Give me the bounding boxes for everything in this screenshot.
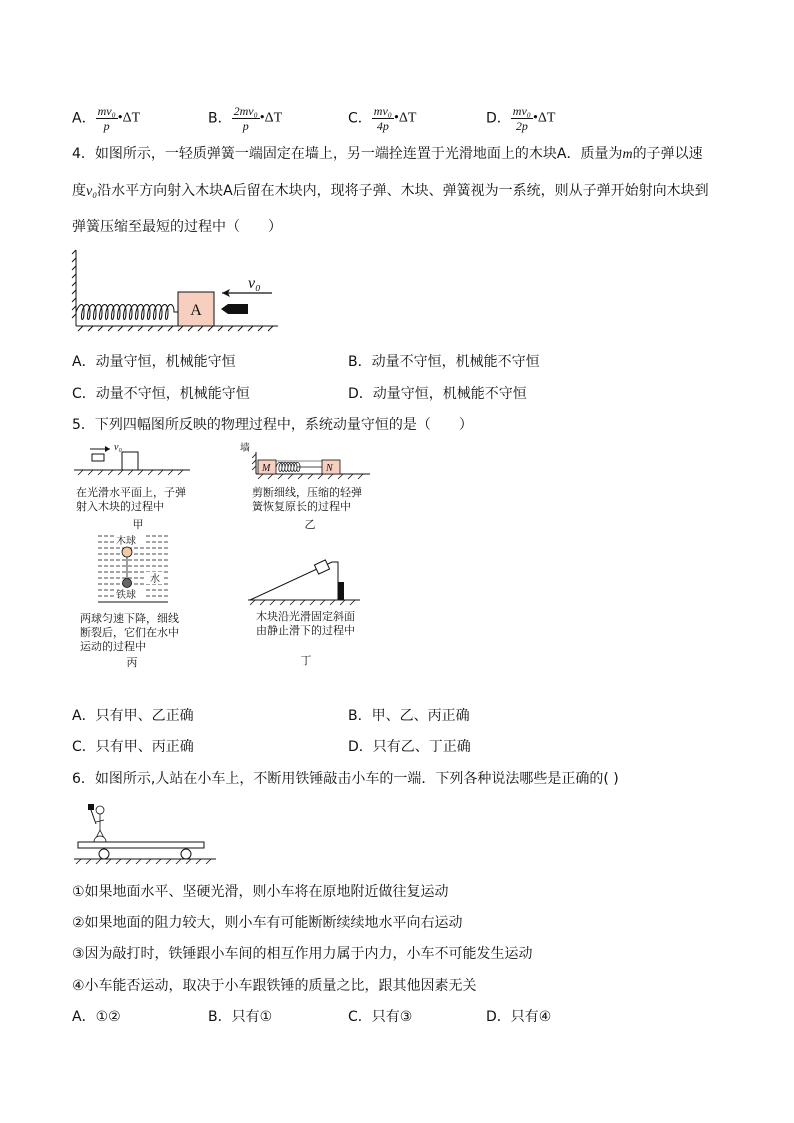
q4-option-d[interactable]: D．动量守恒，机械能不守恒 — [348, 386, 527, 402]
jia-bullet — [92, 454, 104, 461]
yi-spring — [276, 463, 322, 472]
q5-figure-bing — [96, 530, 170, 606]
bing-water-label: 水 — [150, 574, 160, 585]
q5-figure-ding — [246, 552, 362, 608]
bullet — [221, 304, 248, 314]
hammer-head — [88, 804, 94, 810]
cart-wheel-right — [181, 849, 191, 859]
q6-stem: 6．如图所示,人站在小车上，不断用铁锤敲击小车的一端．下列各种说法哪些是正确的( ) — [72, 771, 619, 787]
q6-option-d[interactable]: D．只有④ — [486, 1009, 552, 1025]
q6-cart-figure — [72, 796, 218, 866]
hammer-handle — [91, 810, 96, 824]
floor-hatching — [76, 326, 278, 331]
q6-option-c[interactable]: C．只有③ — [348, 1009, 413, 1025]
bing-iron-ball — [123, 579, 132, 588]
svg-text:N: N — [326, 463, 333, 474]
jia-label: 甲 — [132, 518, 144, 531]
q3-option-d[interactable]: D． $\frac{\text{mv₀}}{2p}$ •ΔT — [486, 104, 556, 133]
jia-caption-2: 射入木块的过程中 — [76, 500, 164, 513]
q5-stem: 5．下列四幅图所反映的物理过程中，系统动量守恒的是（ ） — [72, 417, 473, 433]
wall-hatching — [72, 250, 76, 326]
yi-caption-2: 簧恢复原长的过程中 — [252, 500, 351, 513]
bing-wood-label: 木球 — [116, 536, 136, 547]
q3-option-a[interactable]: A． $\frac{\text{mv₀}}{p}$ •ΔT — [72, 104, 141, 133]
ding-caption-1: 木块沿光滑固定斜面 — [256, 610, 355, 623]
svg-text:M: M — [262, 463, 271, 474]
q3-option-b[interactable]: B． $\frac{\text{2mv₀}}{p}$ •ΔT — [208, 104, 283, 133]
bing-wood-ball — [122, 547, 132, 557]
q4-stem-line-2: 度v₀沿水平方向射入木块A后留在木块内，现将子弹、木块、弹簧视为一系统，则从子弹开始射向木块到 — [72, 183, 709, 199]
jia-caption-1: 在光滑水平面上，子弹 — [76, 486, 186, 499]
bing-caption-3: 运动的过程中 — [80, 640, 146, 653]
q4-option-c[interactable]: C．动量不守恒，机械能守恒 — [72, 386, 250, 402]
yi-wall-label: 墙 — [240, 443, 250, 454]
q6-option-a[interactable]: A．①② — [72, 1009, 121, 1025]
q4-spring-block-figure — [70, 246, 282, 332]
q4-stem-line-1: 4．如图所示，一轻质弹簧一端固定在墙上，另一端拴连置于光滑地面上的木块A．质量为m的子弹以速 — [72, 146, 703, 162]
q6-statement-4: ④小车能否运动，取决于小车跟铁锤的质量之比，跟其他因素无关 — [72, 978, 477, 994]
bing-label: 丙 — [126, 656, 138, 669]
cart-deck — [78, 842, 204, 848]
q6-option-b[interactable]: B．只有① — [208, 1009, 273, 1025]
yi-caption-1: 剪断细线，压缩的轻弹 — [252, 486, 362, 499]
q4-option-a[interactable]: A．动量守恒，机械能守恒 — [72, 354, 236, 370]
q4-option-b[interactable]: B．动量不守恒，机械能不守恒 — [348, 354, 540, 370]
q3-option-b-fraction: $\frac{\text{2mv₀}}{p}$ — [233, 104, 258, 133]
cart-wheel-left — [99, 849, 109, 859]
q3-option-a-fraction: $\frac{\text{mv₀}}{p}$ — [97, 104, 116, 133]
q6-statement-3: ③因为敲打时，铁锤跟小车间的相互作用力属于内力，小车不可能发生运动 — [72, 946, 533, 962]
q5-option-a[interactable]: A．只有甲、乙正确 — [72, 708, 194, 724]
bing-iron-label: 铁球 — [116, 590, 136, 601]
q4-stem-line-3: 弹簧压缩至最短的过程中（ ） — [72, 219, 282, 235]
spring — [76, 305, 178, 320]
ding-support — [338, 582, 344, 600]
ding-caption-2: 由静止滑下的过程中 — [256, 624, 355, 637]
q5-figure-jia — [72, 440, 192, 476]
bing-caption-2: 断裂后，它们在水中 — [80, 626, 179, 639]
q5-option-d[interactable]: D．只有乙、丁正确 — [348, 739, 471, 755]
person-head — [96, 806, 104, 814]
yi-label: 乙 — [304, 518, 316, 531]
jia-block — [122, 452, 138, 470]
q3-option-d-fraction: $\frac{\text{mv₀}}{2p}$ — [512, 104, 531, 133]
q5-figure-yi — [236, 438, 372, 480]
q5-option-b[interactable]: B．甲、乙、丙正确 — [348, 708, 470, 724]
q3-option-c[interactable]: C． $\frac{\text{mv₀}}{4p}$ •ΔT — [348, 104, 417, 133]
q5-option-c[interactable]: C．只有甲、丙正确 — [72, 739, 194, 755]
velocity-label: v₀ — [248, 275, 261, 292]
q6-statement-1: ①如果地面水平、坚硬光滑，则小车将在原地附近做往复运动 — [72, 884, 449, 900]
block-a-label: A — [190, 302, 202, 319]
bing-caption-1: 两球匀速下降，细线 — [80, 612, 179, 625]
ding-label: 丁 — [300, 654, 312, 667]
q3-option-c-fraction: $\frac{\text{mv₀}}{4p}$ — [373, 104, 392, 133]
jia-velocity-label: v₀ — [114, 442, 122, 453]
q6-statement-2: ②如果地面的阻力较大，则小车有可能断断续续地水平向右运动 — [72, 915, 463, 931]
